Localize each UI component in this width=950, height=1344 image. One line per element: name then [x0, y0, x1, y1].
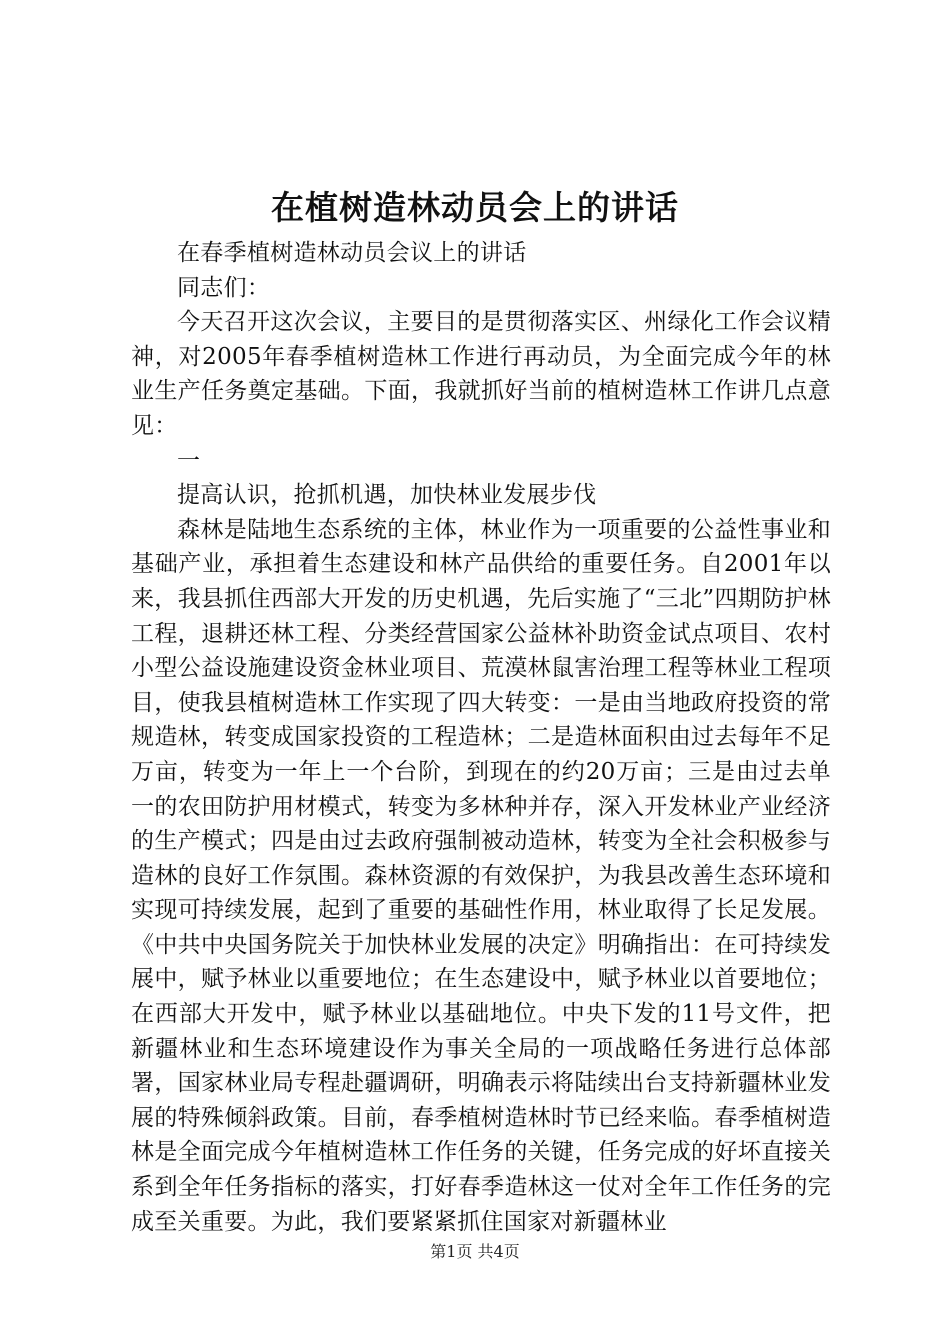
document-title: 在植树造林动员会上的讲话	[271, 188, 679, 227]
paragraph-subtitle: 在春季植树造林动员会议上的讲话	[177, 240, 527, 266]
paragraph-salutation: 同志们：	[177, 274, 271, 301]
section-heading: 提高认识，抢抓机遇，加快林业发展步伐	[177, 482, 597, 509]
section-number: 一	[177, 447, 201, 474]
paragraph-main: 森林是陆地生态系统的主体，林业作为一项重要的公益性事业和基础产业，承担着生态建设和林产品供给的重要任务。自2001年以来，我县抓住西部大开发的历史机遇，先后实施了“三北”四期防护林工程，退耕还林工程、分类经营国家公益林补助资金试点项目、农村小型公益设施建设资金林业项目、荒漠林鼠害治理工程等林业工程项目，使我县植树造林工作实现了四大转变：一是由当地政府投资的常规造林，转变成国家投资的工程造林；二是造林面积由过去每年不足万亩，转变为一年上一个台阶，到现在的约20万亩；三是由过去单一的农田防护用材模式，转变为多林种并存，深入开发林业产业经济的生产模式；四是由过去政府强制被动造林，转变为全社会积极参与造林的良好工作氛围。森林资源的有效保护，为我县改善生态环境和实现可持续发展，起到了重要的基础性作用，林业取得了长足发展。《中共中央国务院关于加快林业发展的决定》明确指出：在可持续发展中，赋予林业以重要地位；在生态建设中，赋予林业以首要地位；在西部大开发中，赋予林业以基础地位。中央下发的11号文件，把新疆林业和生态环境建设作为事关全局的一项战略任务进行总体部署，国家林业局专程赴疆调研，明确表示将陆续出台支持新疆林业发展的特殊倾斜政策。目前，春季植树造林时节已经来临。春季植树造林是全面完成今年植树造林工作任务的关键，任务完成的好坏直接关系到全年任务指标的落实，打好春季造林这一仗对全年工作任务的完成至关重要。为此，我们要紧紧抓住国家对新疆林业	[131, 516, 831, 1235]
page-number: 第1页 共4页	[430, 1242, 520, 1261]
paragraph-intro: 今天召开这次会议，主要目的是贯彻落实区、州绿化工作会议精神，对2005年春季植树造林工作进行再动员，为全面完成今年的林业生产任务奠定基础。下面，我就抓好当前的植树造林工作讲几点意见：	[131, 309, 831, 439]
document-body	[131, 236, 831, 1239]
